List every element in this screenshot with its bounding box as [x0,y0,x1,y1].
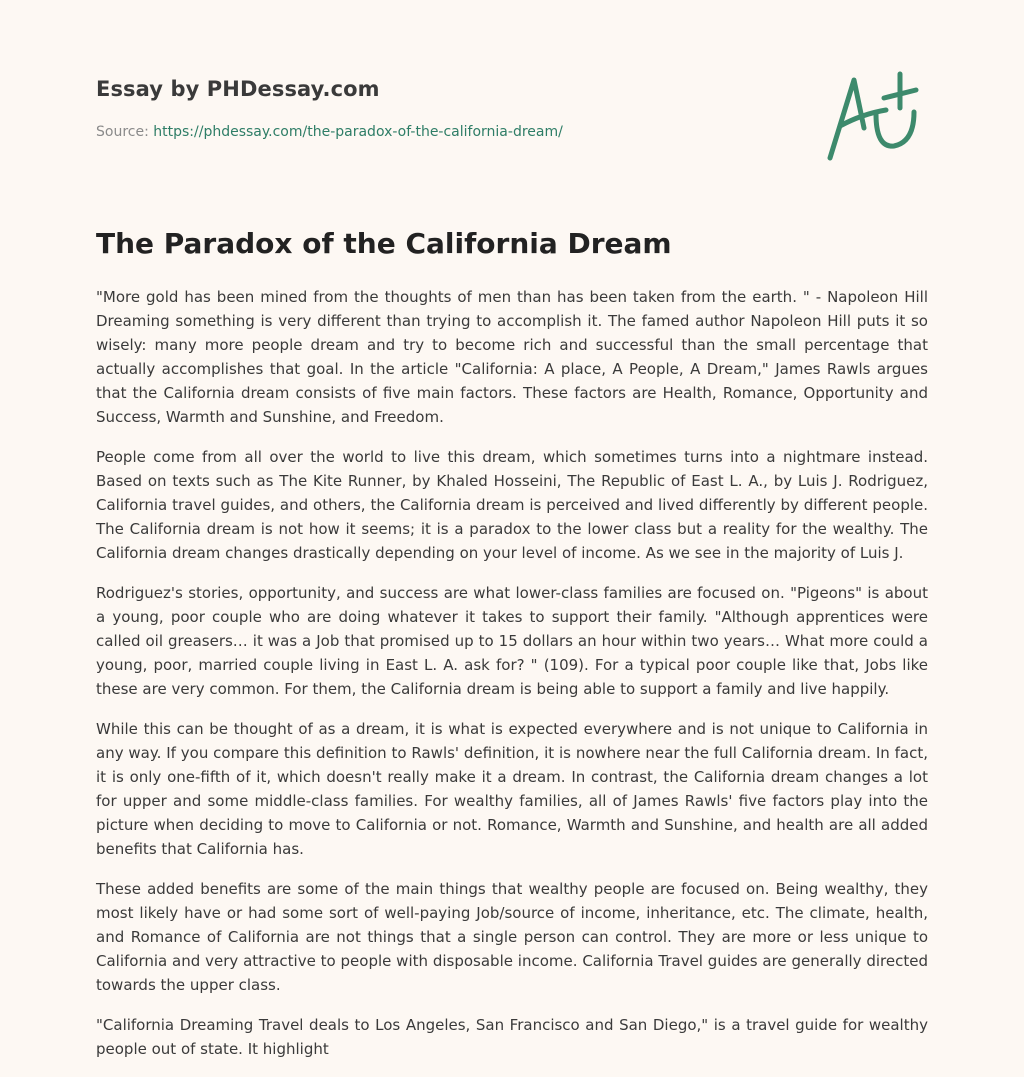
essay-title: The Paradox of the California Dream [96,227,672,260]
paragraph: "California Dreaming Travel deals to Los Angeles, San Francisco and San Diego," is a travel guide for wealthy people out of state. It highlight [96,1016,928,1058]
essay-body [96,285,928,1077]
paragraph: Rodriguez's stories, opportunity, and success are what lower-class families are focused on. "Pigeons" is about a young, poor couple who are doing whatever it takes to support their family. "Although apprentices were called oil greasers… it was a Job that promised up to 15 dollars an hour within two years… What more could a young, poor, married couple living in East L. A. ask for? " (109). For a typical poor couple like that, Jobs like these are very common. For them, the California dream is being able to support a family and live happily. [96,584,928,698]
site-brand: Essay by PHDessay.com [96,77,380,101]
source-link[interactable]: https://phdessay.com/the-paradox-of-the-california-dream/ [153,124,563,140]
paragraph: People come from all over the world to live this dream, which sometimes turns into a nightmare instead. Based on texts such as The Kite Runner, by Khaled Hosseini, The Republic of East L. A., by Luis J. Rodriguez, California travel guides, and others, the California dream is perceived and lived differently by different people. The California dream is not how it seems; it is a paradox to the lower class but a reality for the wealthy. The California dream changes drastically depending on your level of income. As we see in the majority of Luis J. [96,448,928,562]
a-plus-logo [824,68,924,164]
paragraph: These added benefits are some of the main things that wealthy people are focused on. Being wealthy, they most likely have or had some sort of well-paying Job/source of income, inheritance, etc. The climate, health, and Romance of California are not things that a single person can control. They are more or less unique to California and very attractive to people with disposable income. California Travel guides are generally directed towards the upper class. [96,880,928,994]
paragraph: While this can be thought of as a dream, it is what is expected everywhere and is not unique to California in any way. If you compare this definition to Rawls' definition, it is nowhere near the full California dream. In fact, it is only one-fifth of it, which doesn't really make it a dream. In contrast, the California dream changes a lot for upper and some middle-class families. For wealthy families, all of James Rawls' five factors play into the picture when deciding to move to California or not. Romance, Warmth and Sunshine, and health are all added benefits that California has. [96,720,928,858]
source-line [96,124,563,140]
source-label: Source: [96,124,154,140]
paragraph: "More gold has been mined from the thoughts of men than has been taken from the earth. " - Napoleon Hill Dreaming something is very different than trying to accomplish it. The famed author Napoleon Hill puts it so wisely: many more people dream and try to become rich and successful than the small percentage that actually accomplishes that goal. In the article "California: A place, A People, A Dream," James Rawls argues that the California dream consists of five main factors. These factors are Health, Romance, Opportunity and Success, Warmth and Sunshine, and Freedom. [96,288,928,426]
